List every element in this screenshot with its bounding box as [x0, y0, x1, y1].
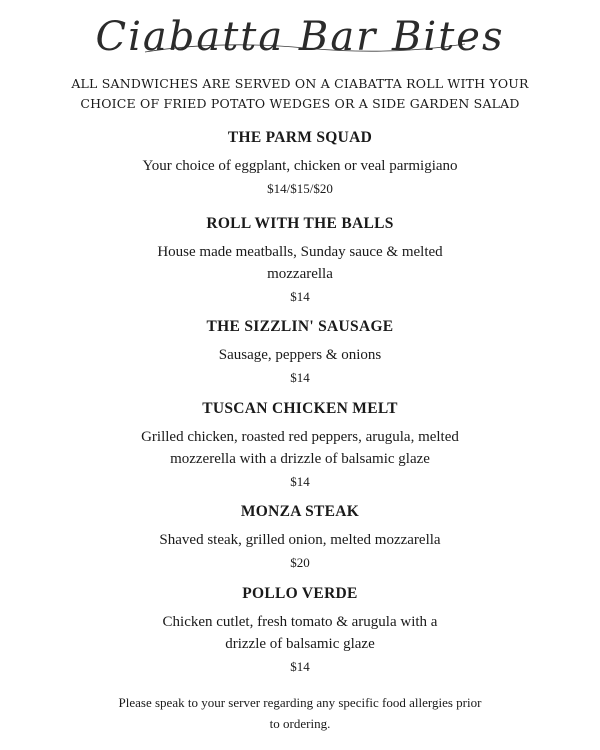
- description-line: Sausage, peppers & onions: [218, 347, 382, 363]
- item-name: TUSCAN CHICKEN MELT: [202, 400, 398, 417]
- intro-line: CHOICE OF FRIED POTATO WEDGES OR A SIDE GARDEN SALAD: [80, 96, 520, 111]
- item-price: $14/$15/$20: [267, 181, 333, 196]
- footer-line: Please speak to your server regarding any specific food allergies prior: [118, 695, 482, 710]
- item-price: $14: [290, 289, 310, 304]
- item-price: $14: [290, 474, 310, 489]
- item-description: [0, 529, 600, 551]
- description-line: House made meatballs, Sunday sauce & melted: [157, 244, 443, 260]
- item-description: [0, 344, 600, 366]
- item-description: [0, 155, 600, 177]
- item-price: $14: [290, 659, 310, 674]
- menu-item: [0, 583, 600, 677]
- item-name: ROLL WITH THE BALLS: [206, 215, 394, 232]
- description-line: Grilled chicken, roasted red peppers, arugula, melted: [141, 429, 459, 445]
- item-description: [0, 611, 600, 655]
- menu-title: Ciabatta Bar Bites: [95, 14, 505, 60]
- item-price: $14: [290, 370, 310, 385]
- description-line: drizzle of balsamic glaze: [225, 636, 375, 652]
- item-name: POLLO VERDE: [242, 585, 358, 602]
- description-line: Chicken cutlet, fresh tomato & arugula with a: [162, 614, 438, 630]
- intro-line: ALL SANDWICHES ARE SERVED ON A CIABATTA ROLL WITH YOUR: [71, 76, 529, 91]
- item-price: $20: [290, 555, 310, 570]
- footer-line: to ordering.: [269, 716, 331, 731]
- item-description: [0, 241, 600, 285]
- description-line: Your choice of eggplant, chicken or veal parmigiano: [142, 158, 458, 174]
- allergy-notice: [0, 692, 600, 734]
- description-line: Shaved steak, grilled onion, melted mozzarella: [159, 532, 441, 548]
- menu-item: [0, 213, 600, 307]
- description-line: mozzerella with a drizzle of balsamic glaze: [170, 451, 430, 467]
- description-line: mozzarella: [267, 266, 333, 282]
- menu-item: [0, 316, 600, 388]
- item-name: THE PARM SQUAD: [227, 129, 373, 146]
- menu-intro: [0, 74, 600, 114]
- menu-item: [0, 501, 600, 573]
- item-name: THE SIZZLIN' SAUSAGE: [206, 318, 394, 335]
- item-description: [0, 426, 600, 470]
- menu-item: [0, 127, 600, 199]
- menu-item: [0, 398, 600, 492]
- item-name: MONZA STEAK: [240, 503, 360, 520]
